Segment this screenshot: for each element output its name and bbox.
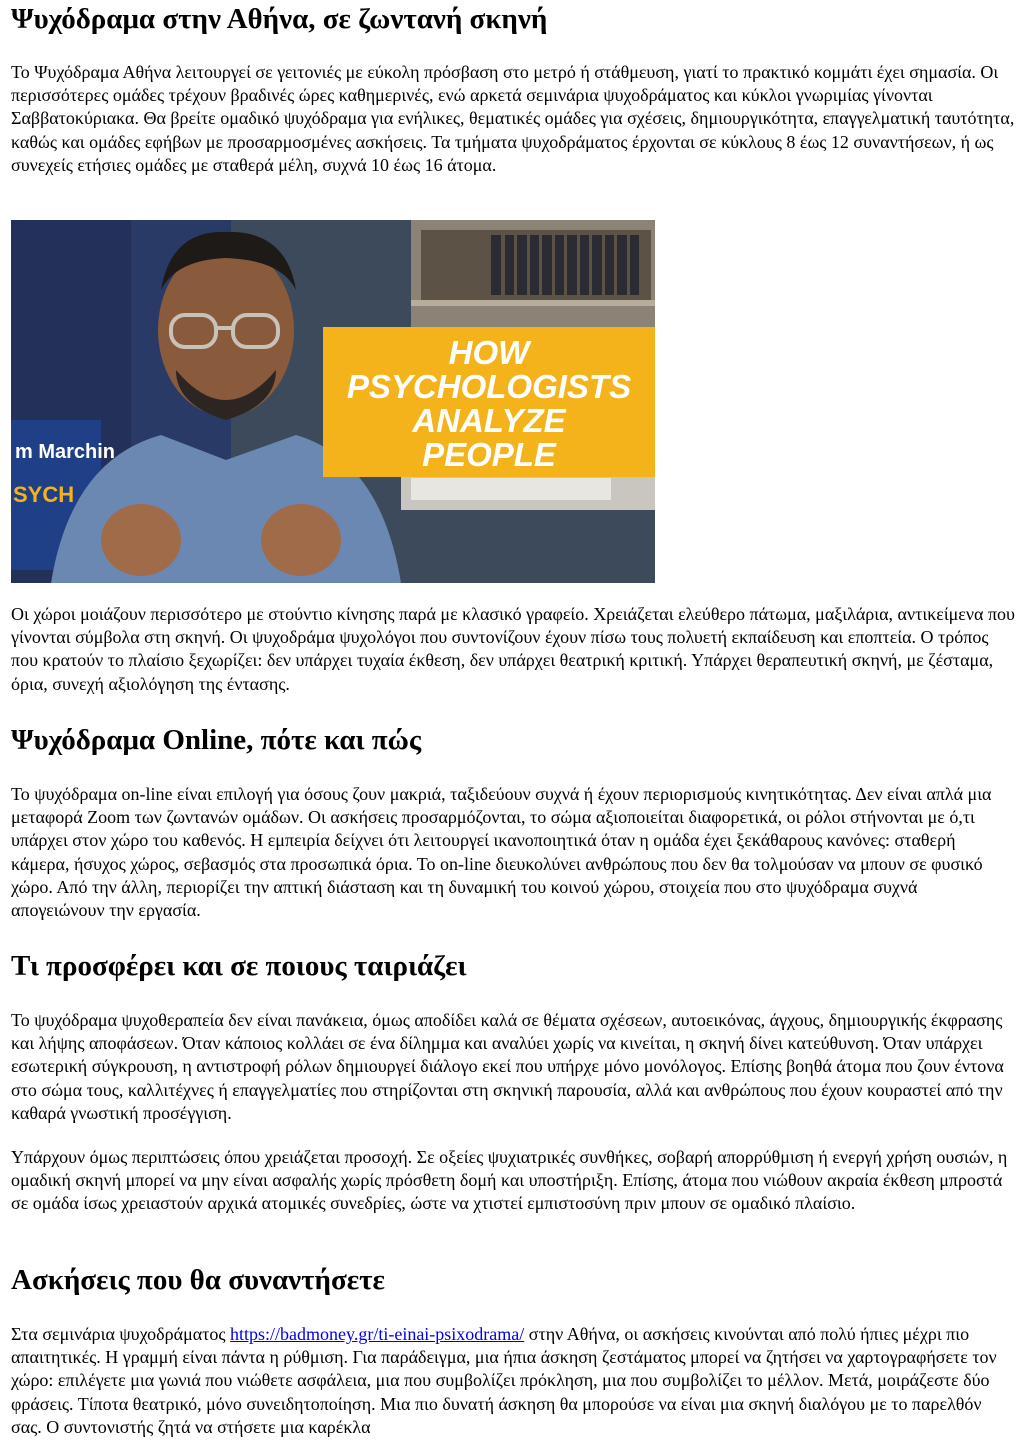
- paragraph-benefits: Το ψυχόδραμα ψυχοθεραπεία δεν είναι πανάκεια, όμως αποδίδει καλά σε θέματα σχέσεων, αυτοεικόνας, άγχους, δημιουργικής έκφρασης και λήψης αποφάσεων. Όταν κάποιος κολλάει σε ένα δίλημμα και αναλύει χωρίς να κινείται, η σκηνή δίνει κατεύθυνση. Όταν υπάρχει εσωτερική σύγκρουση, η αντιστροφή ρόλων δημιουργεί διάλογο εκεί που υπήρχε μόνο μονόλογος. Επίσης βοηθά άτομα που ζουν έντονα στο σώμα τους, καλλιτέχνες ή επαγγελματίες που στηρίζονται στη σκηνική παρουσία, αλλά και ανθρώπους που έχουν κουραστεί από την καθαρά γνωστική προσέγγιση.: [11, 1010, 1004, 1123]
- exercises-text-after-link: στην Αθήνα, οι ασκήσεις κινούνται από πολύ ήπιες μέχρι πιο απαιτητικές. Η γραμμή είναι πάντα η ρύθμιση. Για παράδειγμα, μια ήπια άσκηση ζεστάματος μπορεί να ζητήσει να χαρτογραφήσετε τον χώρο: επιλέγετε μια γωνιά που νιώθετε ασφάλεια, μια που συμβολίζει πρόκληση, μια που συμβολίζει το μέλλον. Μετά, μοιράζεστε δύο φράσεις. Τίποτα θεατρικό, μόνο συνειδητοποίηση. Μια πιο δυνατή άσκηση θα μπορούσε να είναι μια σκηνή διαλόγου με το παρελθόν σας. Ο συντονιστής ζητά να στήσετε μια καρέκλα: [11, 1324, 997, 1437]
- background-sign-line-2: SYCH: [13, 482, 75, 507]
- exercises-text-before-link: Στα σεμινάρια ψυχοδράματος: [11, 1324, 231, 1344]
- section-title-online: Ψυχόδραμα Online, πότε και πώς: [11, 724, 422, 756]
- background-sign-line-1: m Marchin: [15, 441, 116, 463]
- paragraph-exercises: [11, 1323, 1015, 1439]
- paragraph-cautions: Υπάρχουν όμως περιπτώσεις όπου χρειάζεται προσοχή. Σε οξείες ψυχιατρικές συνθήκες, σοβαρή απορρύθμιση ή ενεργή χρήση ουσιών, η ομαδική σκηνή μπορεί να μην είναι ασφαλής χωρίς πρόσθετη δομή και υποστήριξη. Επίσης, άτομα που νιώθουν ακραία έκθεση μπροστά σε ομάδα ίσως χρειαστούν αρχικά ατομικές συνεδρίες, ώστε να χτιστεί εμπιστοσύνη πριν μπουν σε ομαδικό πλαίσιο.: [11, 1147, 1008, 1214]
- overlay-line-4: PEOPLE: [422, 436, 556, 473]
- section-title-who-benefits: Τι προσφέρει και σε ποιους ταιριάζει: [11, 950, 467, 982]
- section-title-athens: Ψυχόδραμα στην Αθήνα, σε ζωντανή σκηνή: [11, 3, 548, 35]
- video-thumbnail-illustration: [11, 220, 655, 583]
- overlay-line-3: ANALYZE: [412, 402, 566, 439]
- paragraph-athens-intro: Το Ψυχόδραμα Αθήνα λειτουργεί σε γειτονιές με εύκολη πρόσβαση στο μετρό ή στάθμευση, γιατί το πρακτικό κομμάτι έχει σημασία. Οι περισσότερες ομάδες τρέχουν βραδινές ώρες καθημερινές, ενώ αρκετά σεμινάρια ψυχοδράματος και κύκλοι γνωριμίας γίνονται Σαββατοκύριακα. Θα βρείτε ομαδικό ψυχόδραμα για ενήλικες, θεματικές ομάδες για σχέσεις, δημιουργικότητα, επαγγελματική ταυτότητα, καθώς και ομάδες εφήβων με προσαρμοσμένες ασκήσεις. Τα τμήματα ψυχοδράματος έρχονται σε κύκλους 8 έως 12 συναντήσεων, ή ως συνεχείς ετήσιες ομάδες με σταθερά μέλη, συχνά 10 έως 16 άτομα.: [11, 62, 1015, 175]
- overlay-line-1: HOW: [448, 334, 530, 371]
- psychodrama-article-link[interactable]: https://badmoney.gr/ti-einai-psixodrama/: [230, 1324, 525, 1344]
- overlay-line-2: PSYCHOLOGISTS: [346, 368, 632, 405]
- section-title-exercises: Ασκήσεις που θα συναντήσετε: [11, 1264, 385, 1296]
- paragraph-athens-spaces: Οι χώροι μοιάζουν περισσότερο με στούντιο κίνησης παρά με κλασικό γραφείο. Χρειάζεται ελεύθερο πάτωμα, μαξιλάρια, αντικείμενα που γίνονται σύμβολα στη σκηνή. Οι ψυχοδράμα ψυχολόγοι που συντονίζουν έχουν πίσω τους πολυετή εκπαίδευση και εποπτεία. Ο τρόπος που κρατούν το πλαίσιο ξεχωρίζει: δεν υπάρχει τυχαία έκθεση, δεν υπάρχει θεατρική κριτική. Υπάρχει θεραπευτική σκηνή, με ζέσταμα, όρια, συνεχή αξιολόγηση της έντασης.: [11, 604, 1015, 694]
- paragraph-online: Το ψυχόδραμα on-line είναι επιλογή για όσους ζουν μακριά, ταξιδεύουν συχνά ή έχουν περιορισμούς κινητικότητας. Δεν είναι απλά μια μεταφορά Zoom των ζωντανών ομάδων. Οι ασκήσεις προσαρμόζονται, το σώμα αξιοποιείται διαφορετικά, οι ρόλοι στήνονται με ό,τι υπάρχει στον χώρο του καθενός. Η εμπειρία δείχνει ότι λειτουργεί ικανοποιητικά όταν η ομάδα έχει ξεκάθαρους κανόνες: σταθερή κάμερα, ήσυχος χώρος, σεβασμός στα προσωπικά όρια. Το on-line διευκολύνει ανθρώπους που δεν θα τολμούσαν να μπουν σε φυσικό χώρο. Από την άλλη, περιορίζει την απτική διάσταση και τη δυναμική του κοινού χώρου, στοιχεία που στο ψυχόδραμα συχνά απογειώνουν την εργασία.: [11, 784, 992, 921]
- article-image: [11, 220, 655, 583]
